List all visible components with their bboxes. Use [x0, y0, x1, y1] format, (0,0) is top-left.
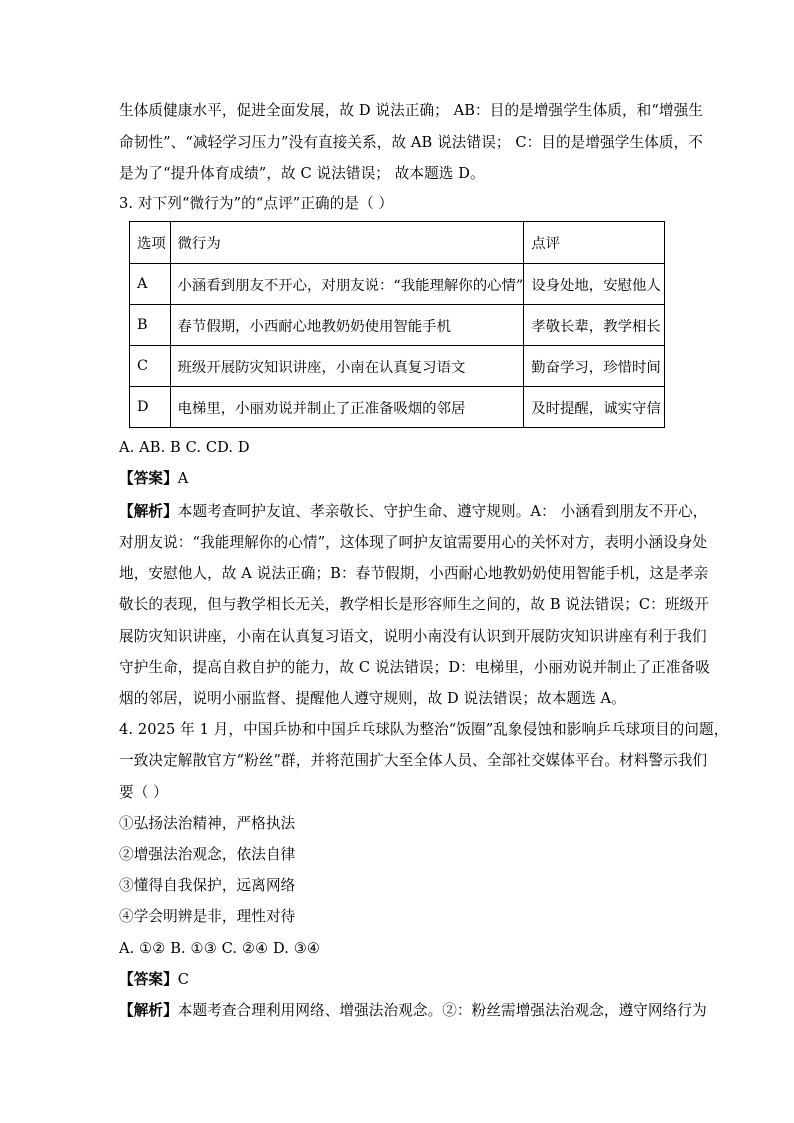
q3-table: [129, 221, 665, 428]
table-cell: 孝敬长辈，教学相长: [524, 305, 665, 346]
answer-label: 【答案】: [119, 971, 178, 988]
q3-analysis-line-1: [119, 502, 707, 522]
table-cell: 小涵看到朋友不开心，对朋友说：“我能理解你的心情”: [170, 264, 524, 305]
q3-analysis-line-5: 展防灾知识讲座，小南在认真复习语文，说明小南没有认识到开展防灾知识讲座有利于我们: [119, 628, 707, 645]
q4-choice-2: ②增强法治观念，依法自律: [119, 846, 296, 863]
intro-line-2: 命韧性”、“减轻学习压力”没有直接关系，故 AB 说法错误； C：目的是增强学生体质，不: [119, 134, 703, 151]
q3-stem: 3. 对下列“微行为”的“点评”正确的是（ ）: [119, 195, 394, 212]
analysis-label: 【解析】: [119, 503, 178, 520]
table-header-cell: 微行为: [170, 222, 524, 264]
q3-analysis-line-3: 地，安慰他人，故 A 说法正确；B：春节假期，小西耐心地教奶奶使用智能手机，这是孝亲: [119, 565, 709, 582]
table-header-cell: 选项: [130, 222, 171, 264]
table-cell: 及时提醒，诚实守信: [524, 387, 665, 428]
table-row: [130, 346, 665, 387]
table-header-cell: 点评: [524, 222, 665, 264]
table-row: [130, 264, 665, 305]
answer-value: C: [177, 971, 190, 988]
q3-analysis-line-7: 烟的邻居，说明小丽监督、提醒他人遵守规则，故 D 说法错误；故本题选 A。: [119, 690, 626, 707]
q4-choice-1: ①弘扬法治精神，严格执法: [119, 815, 296, 832]
q4-stem-line-1: 4. 2025 年 1 月，中国乒协和中国乒乓球队为整治“饭圈”乱象侵蚀和影响乒乓球项目的问题，: [119, 721, 729, 738]
q3-analysis-line-4: 敬长的表现，但与教学相长无关，教学相长是形容师生之间的，故 B 说法错误；C：班级开: [119, 596, 709, 613]
q4-options: A. ①② B. ①③ C. ②④ D. ③④: [119, 940, 321, 957]
q3-options: A. AB. B C. CD. D: [119, 439, 250, 456]
table-cell: D: [130, 387, 171, 428]
q4-stem-line-2: 一致决定解散官方“粉丝”群，并将范围扩大至全体人员、全部社交媒体平台。材料警示我们: [119, 752, 708, 769]
answer-value: A: [177, 470, 189, 487]
analysis-text: 本题考查合理利用网络、增强法治观念。②：粉丝需增强法治观念，遵守网络行为: [177, 1002, 707, 1019]
intro-line-1: 生体质健康水平，促进全面发展，故 D 说法正确； AB：目的是增强学生体质，和“增强生: [119, 102, 704, 119]
table-cell: 勤奋学习，珍惜时间: [524, 346, 665, 387]
table-row: [130, 305, 665, 346]
q4-answer: [119, 970, 189, 990]
table-cell: 电梯里，小丽劝说并制止了正准备吸烟的邻居: [170, 387, 524, 428]
table-row: [130, 387, 665, 428]
answer-label: 【答案】: [119, 470, 178, 487]
analysis-text: 本题考查呵护友谊、孝亲敬长、守护生命、遵守规则。A： 小涵看到朋友不开心，: [177, 503, 708, 520]
table-cell: 设身处地，安慰他人: [524, 264, 665, 305]
table-cell: B: [130, 305, 171, 346]
intro-line-3: 是为了“提升体育成绩”，故 C 说法错误； 故本题选 D。: [119, 165, 485, 182]
analysis-label: 【解析】: [119, 1002, 178, 1019]
q4-choice-3: ③懂得自我保护，远离网络: [119, 877, 296, 894]
q4-choice-4: ④学会明辨是非，理性对待: [119, 908, 296, 925]
table-cell: 春节假期，小西耐心地教奶奶使用智能手机: [170, 305, 524, 346]
q3-analysis-line-2: 对朋友说：“我能理解你的心情”，这体现了呵护友谊需要用心的关怀对方，表明小涵设身处: [119, 534, 708, 551]
q4-analysis-line-1: [119, 1001, 707, 1021]
q3-answer: [119, 469, 188, 489]
q4-stem-line-3: 要（ ）: [119, 784, 168, 801]
table-cell: C: [130, 346, 171, 387]
table-cell: A: [130, 264, 171, 305]
table-header-row: [130, 222, 665, 264]
table-cell: 班级开展防灾知识讲座，小南在认真复习语文: [170, 346, 524, 387]
q3-analysis-line-6: 守护生命，提高自救自护的能力，故 C 说法错误；D：电梯里，小丽劝说并制止了正准备吸: [119, 659, 710, 676]
